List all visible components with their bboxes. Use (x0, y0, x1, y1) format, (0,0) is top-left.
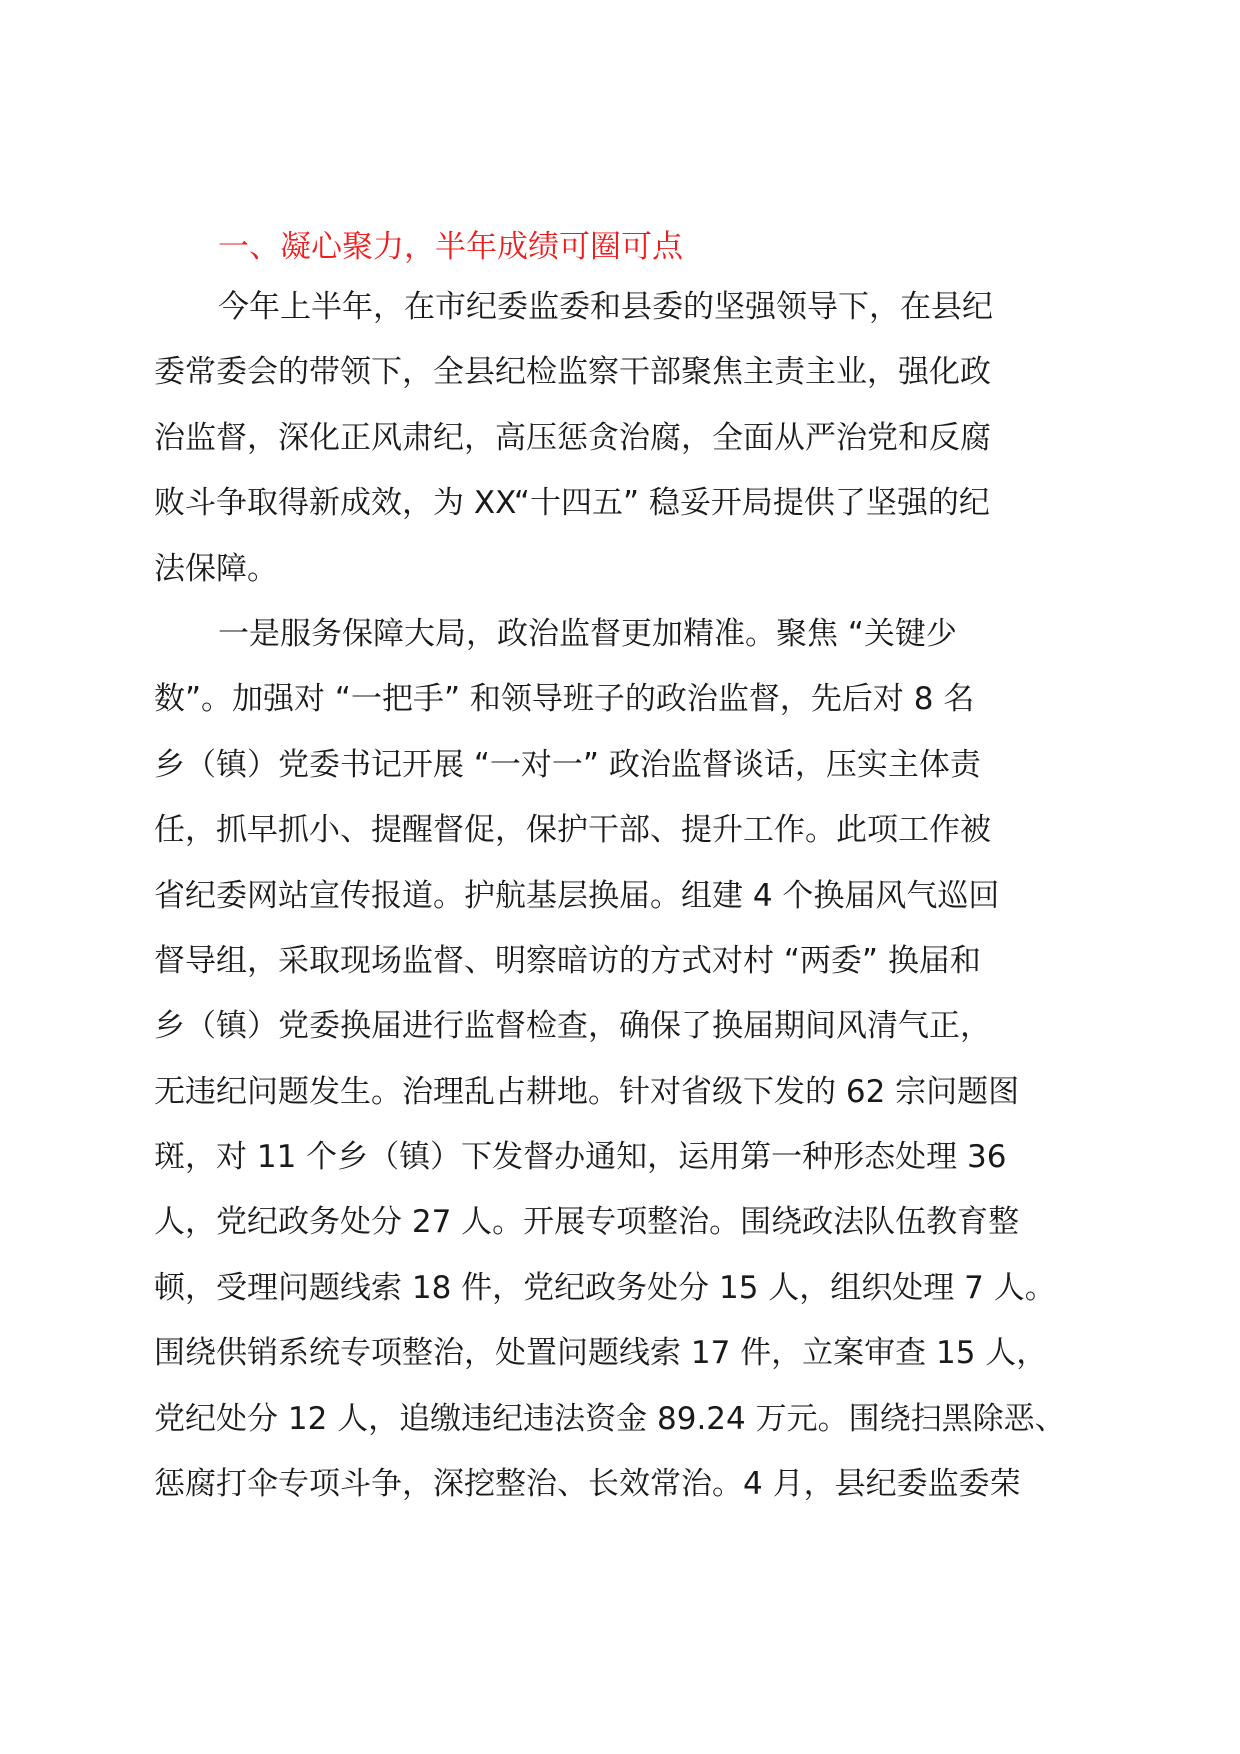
paragraph-line: 斑，对 11 个乡（镇）下发督办通知，运用第一种形态处理 36 (154, 1139, 1007, 1176)
paragraph-line: 人，党纪政务处分 27 人。开展专项整治。围绕政法队伍教育整 (154, 1204, 1020, 1241)
paragraph-line: 无违纪问题发生。治理乱占耕地。针对省级下发的 62 宗问题图 (154, 1073, 1020, 1110)
paragraph-line: 任，抓早抓小、提醒督促，保护干部、提升工作。此项工作被 (154, 812, 991, 849)
paragraph-line: 惩腐打伞专项斗争，深挖整治、长效常治。4 月，县纪委监委荣 (154, 1466, 1021, 1503)
paragraph-political-supervision (154, 602, 1094, 1517)
paragraph-line: 治监督，深化正风肃纪，高压惩贪治腐，全面从严治党和反腐 (154, 419, 991, 456)
paragraph-line: 乡（镇）党委换届进行监督检查，确保了换届期间风清气正， (154, 1008, 991, 1045)
paragraph-line: 委常委会的带领下，全县纪检监察干部聚焦主责主业，强化政 (154, 354, 991, 391)
paragraph-intro (154, 275, 1094, 602)
paragraph-line: 法保障。 (154, 550, 278, 587)
paragraph-line: 围绕供销系统专项整治，处置问题线索 17 件，立案审查 15 人， (154, 1335, 1048, 1372)
paragraph-line: 一是服务保障大局，政治监督更加精准。聚焦 “关键少 (218, 615, 957, 652)
paragraph-line: 今年上半年，在市纪委监委和县委的坚强领导下，在县纪 (218, 289, 993, 325)
paragraph-line: 败斗争取得新成效，为 XX“十四五” 稳妥开局提供了坚强的纪 (154, 485, 990, 522)
document-body (154, 219, 1094, 1517)
paragraph-line: 数”。加强对 “一把手” 和领导班子的政治监督，先后对 8 名 (154, 681, 975, 718)
paragraph-line: 党纪处分 12 人，追缴违纪违法资金 89.24 万元。围绕扫黑除恶、 (154, 1400, 1066, 1437)
paragraph-line: 顿，受理问题线索 18 件，党纪政务处分 15 人，组织处理 7 人。 (154, 1269, 1056, 1306)
paragraph-line: 乡（镇）党委书记开展 “一对一” 政治监督谈话，压实主体责 (154, 746, 981, 783)
section-heading: 一、凝心聚力，半年成绩可圈可点 (218, 229, 683, 265)
paragraph-line: 督导组，采取现场监督、明察暗访的方式对村 “两委” 换届和 (154, 942, 981, 979)
paragraph-line: 省纪委网站宣传报道。护航基层换届。组建 4 个换届风气巡回 (154, 877, 1000, 914)
